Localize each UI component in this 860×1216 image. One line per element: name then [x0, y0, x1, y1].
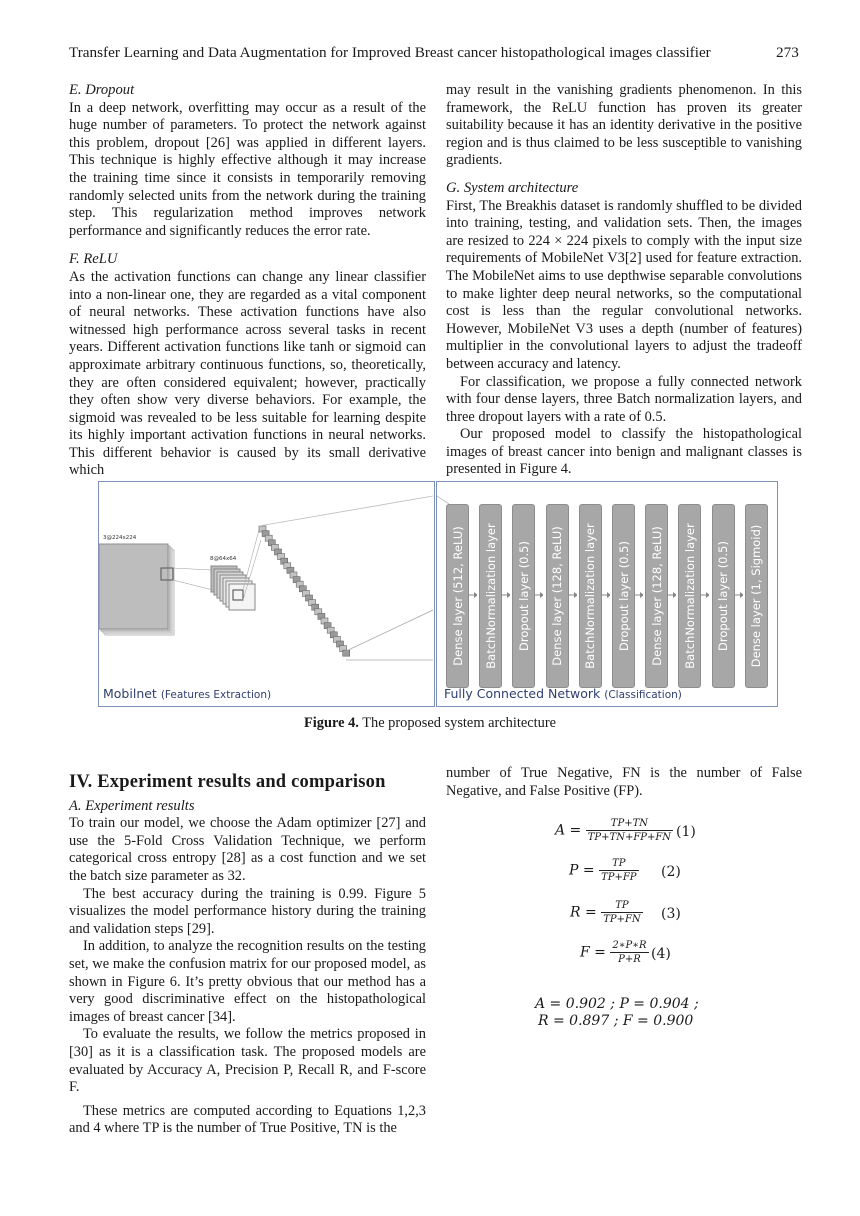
- fcn-layer-box: [678, 504, 701, 688]
- fcn-panel-title: [444, 686, 682, 701]
- input-size-label: 3@224x224: [103, 535, 137, 541]
- fcn-layer-label: Dropout layer (0.5): [716, 541, 731, 651]
- relu-heading: F. ReLU: [69, 251, 118, 268]
- arrow-icon: [667, 591, 676, 599]
- equation-denominator: P+R: [618, 954, 641, 965]
- arrow-icon: [534, 591, 543, 599]
- equation-fraction: [599, 858, 638, 883]
- arrow-icon: [734, 591, 743, 599]
- equation-denominator: TP+TN+FP+FN: [587, 832, 672, 843]
- equation-numerator: TP: [601, 900, 642, 913]
- fcn-layer-label: Dropout layer (0.5): [516, 541, 531, 651]
- fcn-layer-box: [712, 504, 735, 688]
- architecture-paragraph-1: First, The Breakhis dataset is randomly shuffled to be divided into training, testing, and validation sets. Then, the images are resized to 224 × 224 pixels to comply with the input size requirements of MobileNet V3[2] used for feature extraction. The MobileNet aims to use depthwise separable convolutions to make lighter deep neural networks, so the computational cost is less than the regular convolutional networks. However, MobileNet V3 uses a depth (number of features) multiplier in the convolutional layers to adjust the tradeoff between accuracy and latency.: [446, 197, 802, 372]
- fcn-layer-box: [546, 504, 569, 688]
- fcn-layer-label: Dense layer (1, Sigmoid): [749, 524, 764, 668]
- caption-label: Figure 4.: [303, 715, 359, 731]
- left-column-top: [69, 82, 426, 480]
- arrow-icon: [634, 591, 643, 599]
- results-paragraph-3: In addition, to analyze the recognition results on the testing set, we make the confusion matrix for our proposed model, as shown in Figure 6. It’s pretty obvious that our method has a very good discriminative effect on the histopathological images of breast cancer [34].: [69, 938, 426, 1025]
- architecture-paragraph-2: For classification, we propose a fully connected network with four dense layers, three Batch normalization layers, and three dropout layers with a rate of 0.5.: [446, 373, 802, 425]
- fcn-layer-box: [612, 504, 635, 688]
- fcn-layer-label: Dense layer (512, ReLU): [450, 526, 465, 666]
- equation-number: (3): [661, 906, 681, 922]
- fcn-layer-label: Dense layer (128, ReLU): [649, 526, 664, 666]
- results-paragraph-1: To train our model, we choose the Adam optimizer [27] and use the 5-Fold Cross Validation Technique, we perform categorical cross entropy [28] as a cost function and we set the batch size parameter as 32.: [69, 815, 426, 884]
- equation-lhs: A =: [555, 822, 582, 839]
- fcn-layer-box: [512, 504, 535, 688]
- mobilenet-panel-title: [103, 686, 271, 701]
- results-line-1: A = 0.902 ; P = 0.904 ;: [535, 996, 699, 1012]
- equation-denominator: TP+FN: [603, 914, 641, 925]
- fcn-layer-label: BatchNormalization layer: [682, 523, 697, 669]
- page-number: 273: [776, 44, 799, 61]
- fcn-layer-label: BatchNormalization layer: [483, 523, 498, 669]
- equation-fraction: [586, 818, 673, 843]
- equation-lhs: R =: [570, 904, 597, 921]
- equation-number: (1): [676, 824, 696, 840]
- equation: [555, 818, 673, 843]
- fcn-subtitle: (Classification): [604, 689, 682, 701]
- equation-numerator: TP+TN: [586, 818, 673, 831]
- fcn-layer-box: [479, 504, 502, 688]
- equation: [569, 858, 639, 883]
- equation-number: (4): [651, 946, 671, 962]
- relu-continued: may result in the vanishing gradients phenomenon. In this framework, the ReLU function has proven its greater suitability because it has an identity derivative in the positive region and is thus claimed to be less susceptible to vanishing gradients.: [446, 82, 802, 169]
- metrics-text: number of True Negative, FN is the number of False Negative, and False Positive (FP).: [446, 765, 802, 799]
- figure-caption: [0, 715, 860, 732]
- fcn-layer-box: [745, 504, 768, 688]
- caption-text: The proposed system architecture: [358, 715, 557, 731]
- arrow-icon: [468, 591, 477, 599]
- fcn-title: Fully Connected Network: [444, 686, 601, 701]
- feature-size-label: 8@64x64: [210, 556, 237, 562]
- equation-denominator: TP+FP: [601, 872, 637, 883]
- fcn-layer-box: [645, 504, 668, 688]
- fcn-layer-box: [579, 504, 602, 688]
- equation-fraction: [610, 940, 648, 965]
- results-paragraph-2: The best accuracy during the training is 0.99. Figure 5 visualizes the model performance history during the training and validation steps [29].: [69, 885, 426, 937]
- right-column-top: [446, 82, 802, 479]
- mobilenet-diagram: [99, 482, 433, 704]
- mobilenet-subtitle: (Features Extraction): [160, 689, 272, 701]
- fcn-layer-box: [446, 504, 469, 688]
- arrow-icon: [501, 591, 510, 599]
- results-paragraph-4: To evaluate the results, we follow the metrics proposed in [30] as it is a classification task. The proposed models are evaluated by Accuracy A, Precision P, Recall R, and F-score F.: [69, 1026, 426, 1096]
- relu-paragraph: As the activation functions can change any linear classifier into a non-linear one, they are regarded as a vital component of neural networks. These activation functions have also witnessed high performance across several tasks in recent years. Different activation functions like tanh or sigmoid can approximate arbitrary continuous functions, so, theoretically, they are often considered equivalent; however, practically they often show very diverse behaviors. For example, the sigmoid was revealed to be less suitable for learning despite its highly important activation functions in neural networks. This different behavior is caused by its small derivative which: [69, 268, 426, 479]
- equation: [570, 900, 643, 925]
- dropout-heading: E. Dropout: [69, 82, 135, 98]
- architecture-heading: G. System architecture: [446, 179, 579, 196]
- running-title: Transfer Learning and Data Augmentation for Improved Breast cancer histopathological images classifier: [69, 44, 711, 61]
- dropout-paragraph: In a deep network, overfitting may occur as a result of the huge number of parameters. To protect the network against this problem, dropout [26] was applied in different layers. This technique is highly effective although it may increase the training time since it consists in temporarily removing randomly selected units from the network during the training step. This regularization method improves network performance and significantly reduces the error rate.: [69, 99, 426, 239]
- equation-fraction: [601, 900, 642, 925]
- fcn-layer-label: Dense layer (128, ReLU): [550, 526, 565, 666]
- left-column-bottom: [69, 774, 426, 1138]
- fcn-layer-label: Dropout layer (0.5): [616, 541, 631, 651]
- architecture-paragraph-3: Our proposed model to classify the histopathological images of breast cancer into benign and malignant classes is presented in Figure 4.: [446, 426, 802, 478]
- equation-numerator: 2∗P∗R: [612, 940, 647, 951]
- equation-lhs: F =: [580, 944, 606, 961]
- arrow-icon: [601, 591, 610, 599]
- section-title: IV. Experiment results and comparison: [69, 772, 386, 792]
- right-column-bottom: [446, 765, 802, 800]
- equation: [580, 940, 649, 965]
- mobilenet-title: Mobilnet: [103, 686, 157, 701]
- equation-numerator: TP: [599, 858, 638, 871]
- arrow-icon: [700, 591, 709, 599]
- arrow-icon: [568, 591, 577, 599]
- equation-lhs: P =: [569, 862, 595, 879]
- results-line-2: R = 0.897 ; F = 0.900: [538, 1013, 694, 1029]
- results-heading: A. Experiment results: [69, 797, 195, 814]
- results-paragraph-5: These metrics are computed according to Equations 1,2,3 and 4 where TP is the number of True Positive, TN is the: [69, 1102, 426, 1137]
- equation-number: (2): [661, 864, 681, 880]
- fcn-layer-label: BatchNormalization layer: [583, 523, 598, 669]
